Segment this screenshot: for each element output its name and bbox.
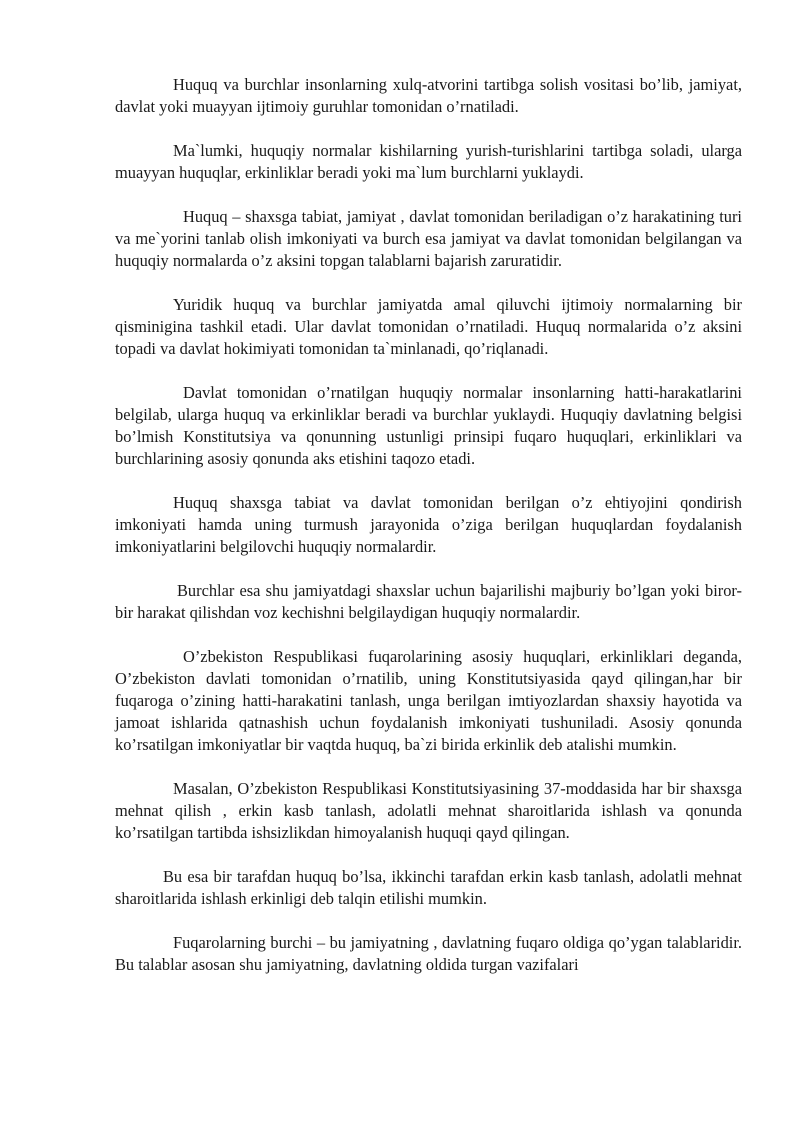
paragraph-5: Davlat tomonidan o’rnatilgan huquqiy normalar insonlarning hatti-harakatlarini belgilab, ularga huquq va erkinliklar beradi va burchlar yuklaydi. Huquqiy davlatning belgisi bo’lmish Konstitutsiya va qonunning ustunligi prinsipi fuqaro huquqlari, erkinliklari va burchlarining asosiy qonunda aks etishini taqozo etadi. [115,383,742,468]
document-body [115,74,742,976]
paragraph-10: Bu esa bir tarafdan huquq bo’lsa, ikkinchi tarafdan erkin kasb tanlash, adolatli mehnat sharoitlarida ishlash erkinligi deb talqin etilishi mumkin. [115,867,742,908]
paragraph-9: Masalan, O’zbekiston Respublikasi Konstitutsiyasining 37-moddasida har bir shaxsga mehnat qilish , erkin kasb tanlash, adolatli mehnat sharoitlarida ishlash va qonunda ko’rsatilgan tartibda ishsizlikdan himoyalanish huquqi qayd qilingan. [115,779,742,842]
paragraph-3: Huquq – shaxsga tabiat, jamiyat , davlat tomonidan beriladigan o’z harakatining turi va me`yorini tanlab olish imkoniyati va burch esa jamiyat va davlat tomonidan belgilangan va huquqiy normalarda o’z aksini topgan talablarni bajarish zaruratidir. [115,207,742,270]
paragraph-4: Yuridik huquq va burchlar jamiyatda amal qiluvchi ijtimoiy normalarning bir qisminigina tashkil etadi. Ular davlat tomonidan o’rnatiladi. Huquq normalarida o’z aksini topadi va davlat hokimiyati tomonidan ta`minlanadi, qo’riqlanadi. [115,295,742,358]
paragraph-8: O’zbekiston Respublikasi fuqarolarining asosiy huquqlari, erkinliklari deganda, O’zbekiston davlati tomonidan o’rnatilib, uning Konstitutsiyasida qayd qilingan,har bir fuqaroga o’zining hatti-harakatini tanlash, unga berilgan imtiyozlardan shaxsiy hayotida va jamoat ishlarida qatnashish uchun foydalanish imkoniyati tushuniladi. Asosiy qonunda ko’rsatilgan imkoniyatlar bir vaqtda huquq, ba`zi birida erkinlik deb atalishi mumkin. [115,647,742,754]
paragraph-11: Fuqarolarning burchi – bu jamiyatning , davlatning fuqaro oldiga qo’ygan talablaridir. Bu talablar asosan shu jamiyatning, davlatning oldida turgan vazifalari [115,933,742,974]
paragraph-7: Burchlar esa shu jamiyatdagi shaxslar uchun bajarilishi majburiy bo’lgan yoki biror-bir harakat qilishdan voz kechishni belgilaydigan huquqiy normalardir. [115,581,742,622]
paragraph-1: Huquq va burchlar insonlarning xulq-atvorini tartibga solish vositasi bo’lib, jamiyat, davlat yoki muayyan ijtimoiy guruhlar tomonidan o’rnatiladi. [115,75,742,116]
paragraph-2: Ma`lumki, huquqiy normalar kishilarning yurish-turishlarini tartibga soladi, ularga muayyan huquqlar, erkinliklar beradi yoki ma`lum burchlarni yuklaydi. [115,141,742,182]
paragraph-6: Huquq shaxsga tabiat va davlat tomonidan berilgan o’z ehtiyojini qondirish imkoniyati hamda uning turmush jarayonida o’ziga berilgan huquqlardan foydalanish imkoniyatlarini belgilovchi huquqiy normalardir. [115,493,742,556]
